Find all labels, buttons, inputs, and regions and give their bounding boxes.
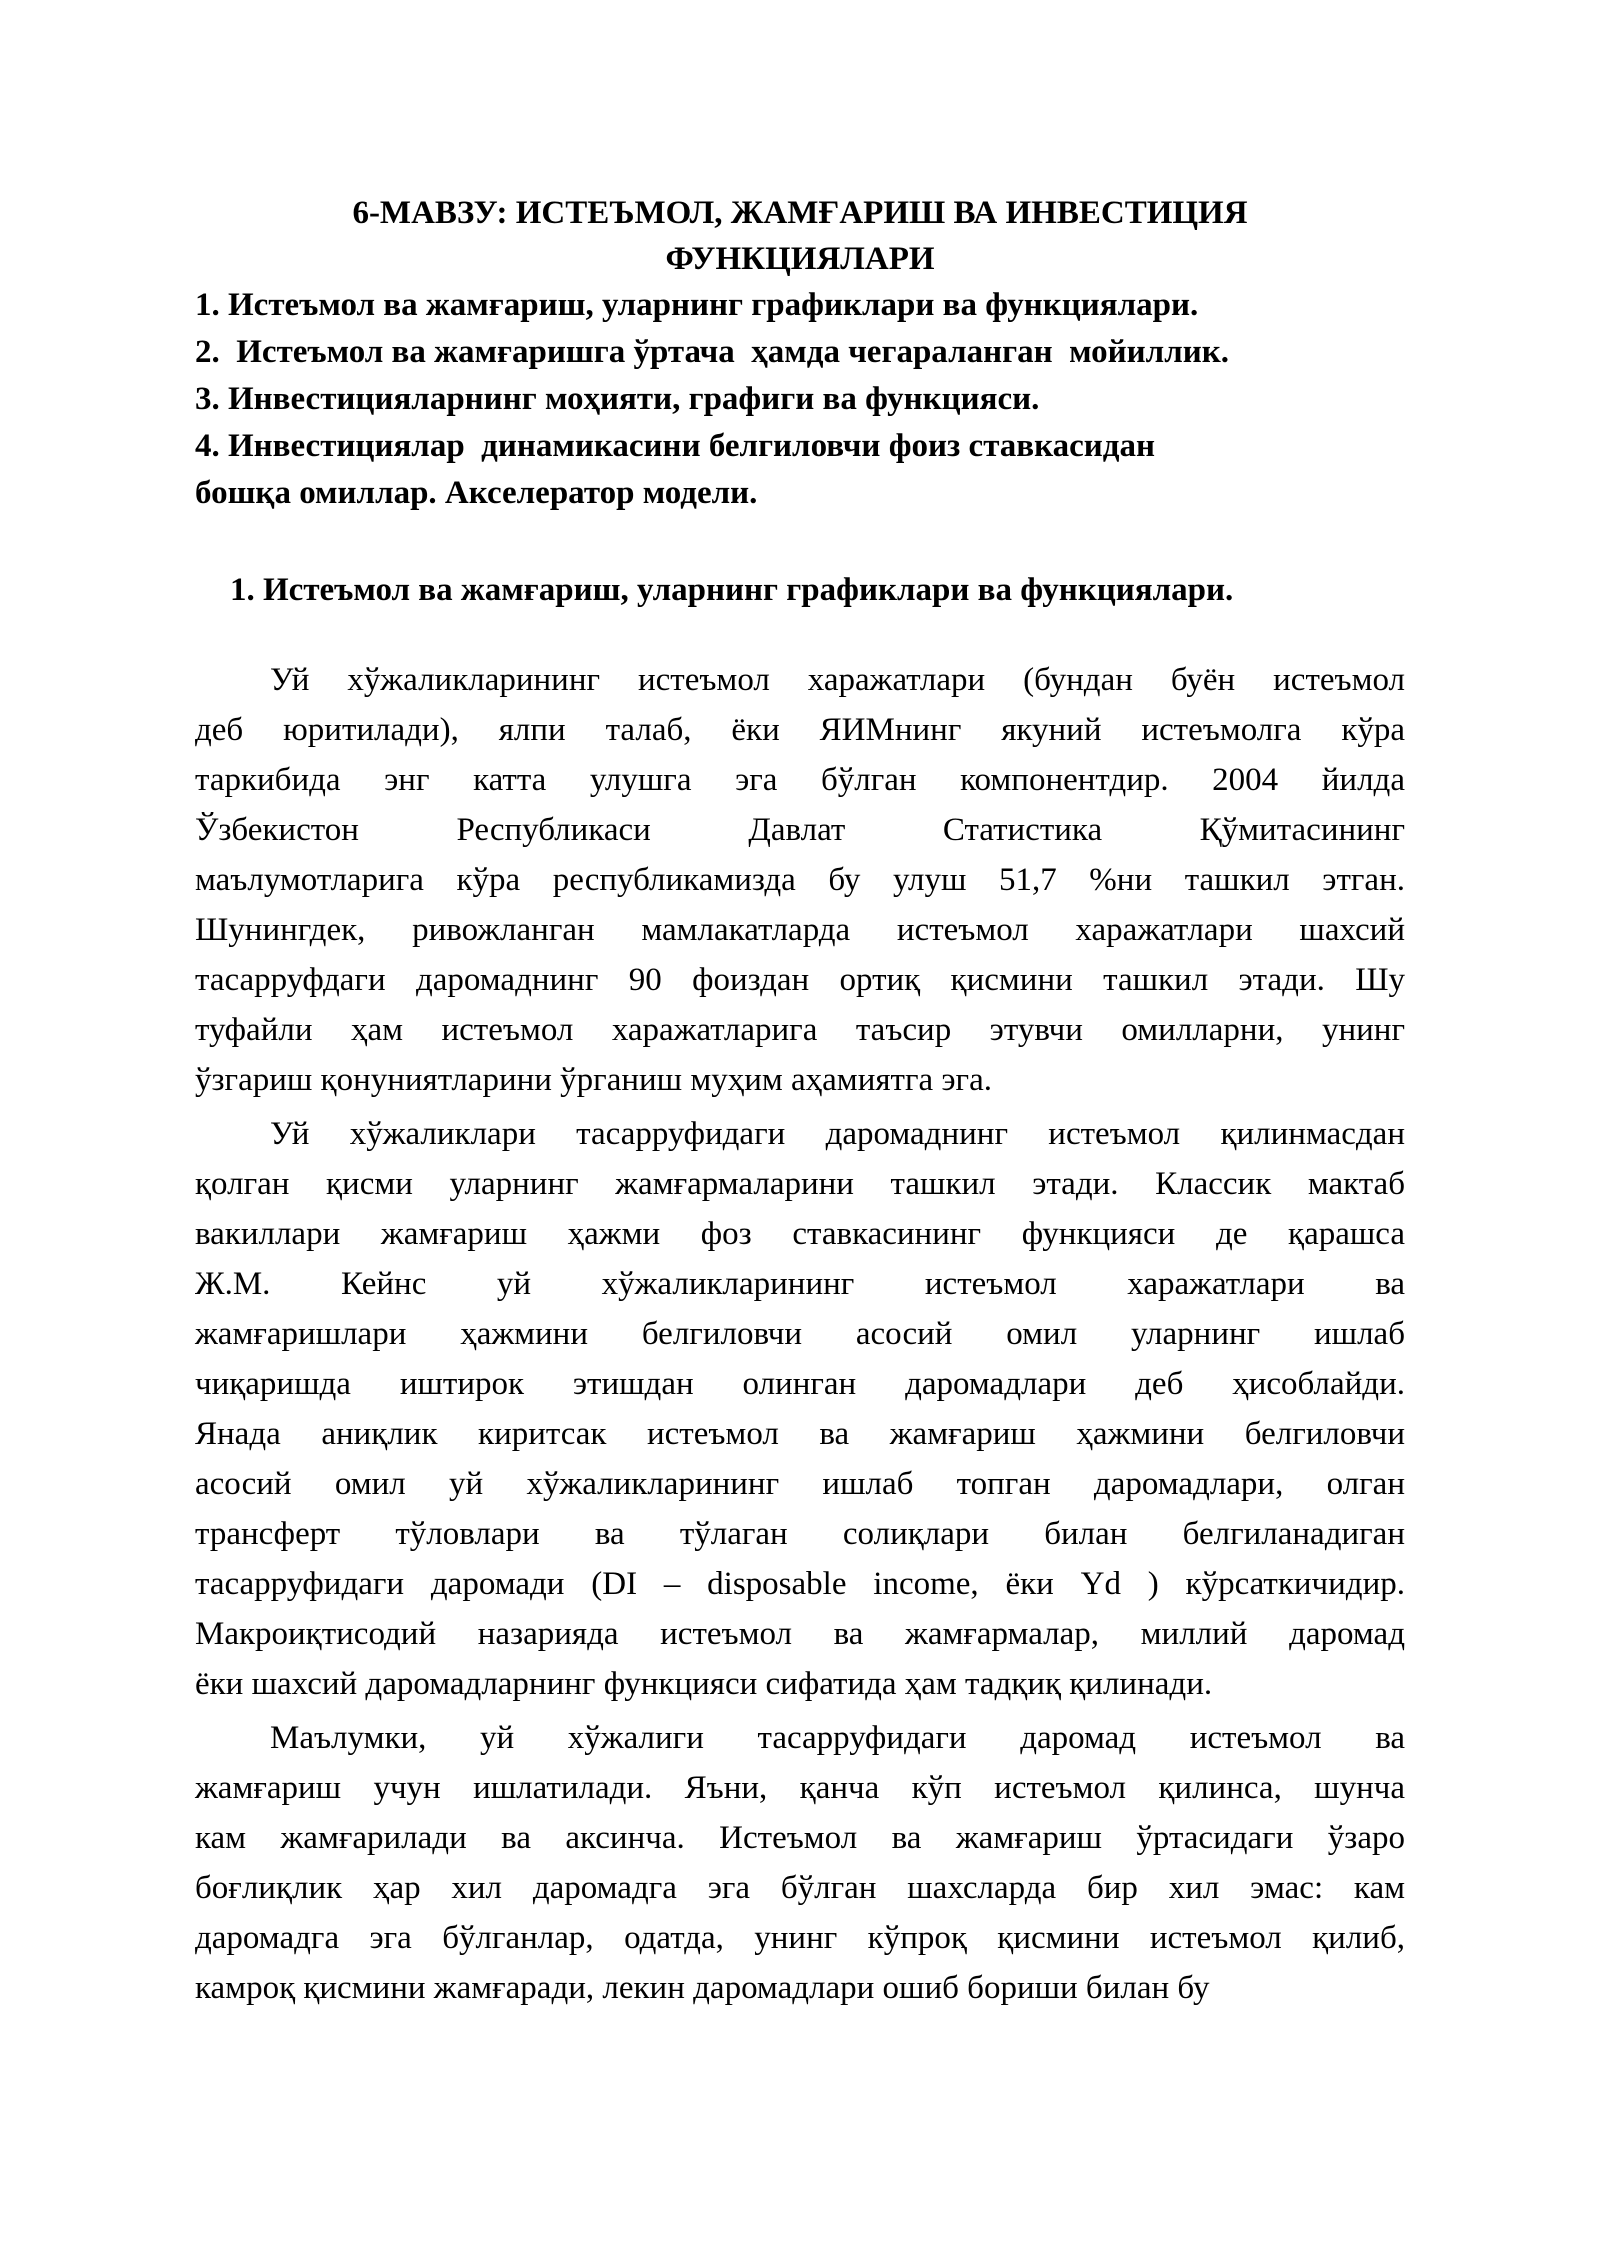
paragraph-line: боғлиқлик ҳар хил даромадга эга бўлган шахсларда бир хил эмас: кам (195, 1870, 1405, 1906)
topic-outline (195, 282, 1405, 517)
title-line-1: 6-МАВЗУ: ИСТЕЪМОЛ, ЖАМҒАРИШ ВА ИНВЕСТИЦИЯ (352, 195, 1248, 231)
paragraph-line: ўзгариш қонуниятларини ўрганиш муҳим аҳамиятга эга. (195, 1062, 992, 1098)
paragraph-line: жамғаришлари ҳажмини белгиловчи асосий омил уларнинг ишлаб (195, 1316, 1405, 1352)
paragraph-line: қолган қисми уларнинг жамғармаларини ташкил этади. Классик мактаб (195, 1166, 1405, 1202)
document-title (195, 190, 1405, 282)
paragraph-line: Ўзбекистон Республикаси Давлат Статистика Қўмитасининг (195, 812, 1405, 848)
paragraph-line: Уй хўжаликлари тасарруфидаги даромаднинг истеъмол қилинмасдан (270, 1116, 1405, 1152)
section-heading: 1. Истеъмол ва жамғариш, уларнинг графиклари ва функциялари. (230, 572, 1234, 608)
paragraph-line: асосий омил уй хўжаликларининг ишлаб топган даромадлари, олган (195, 1466, 1405, 1502)
outline-item: 3. Инвестицияларнинг моҳияти, графиги ва функцияси. (195, 381, 1040, 417)
paragraph-line: тасарруфидаги даромади (DI – disposable income, ёки Yd ) кўрсаткичидир. (195, 1566, 1405, 1602)
paragraph (195, 1713, 1405, 2013)
document-page (195, 190, 1405, 2013)
paragraph-line: Макроиқтисодий назарияда истеъмол ва жамғармалар, миллий даромад (195, 1616, 1405, 1652)
paragraph-line: деб юритилади), ялпи талаб, ёки ЯИМнинг якуний истеъмолга кўра (195, 712, 1405, 748)
paragraph-line: туфайли ҳам истеъмол харажатларига таъсир этувчи омилларни, унинг (195, 1012, 1405, 1048)
outline-item: бошқа омиллар. Акселератор модели. (195, 475, 758, 511)
paragraph-line: вакиллари жамғариш ҳажми фоз ставкасининг функцияси де қарашса (195, 1216, 1405, 1252)
outline-item: 2. Истеъмол ва жамғаришга ўртача ҳамда чегараланган мойиллик. (195, 334, 1229, 370)
paragraph-line: таркибида энг катта улушга эга бўлган компонентдир. 2004 йилда (195, 762, 1405, 798)
paragraph-line: кам жамғарилади ва аксинча. Истеъмол ва жамғариш ўртасидаги ўзаро (195, 1820, 1405, 1856)
paragraph-line: даромадга эга бўлганлар, одатда, унинг кўпроқ қисмини истеъмол қилиб, (195, 1920, 1405, 1956)
title-line-2: ФУНКЦИЯЛАРИ (665, 241, 935, 277)
paragraph-line: чиқаришда иштирок этишдан олинган даромадлари деб ҳисоблайди. (195, 1366, 1405, 1402)
paragraph-line: тасарруфдаги даромаднинг 90 фоиздан ортиқ қисмини ташкил этади. Шу (195, 962, 1405, 998)
paragraph-line: камроқ қисмини жамғаради, лекин даромадлари ошиб бориши билан бу (195, 1970, 1210, 2006)
paragraph-line: Шунингдек, ривожланган мамлакатларда истеъмол харажатлари шахсий (195, 912, 1405, 948)
paragraph-line: Маълумки, уй хўжалиги тасарруфидаги даромад истеъмол ва (270, 1720, 1405, 1756)
paragraph-line: Янада аниқлик киритсак истеъмол ва жамғариш ҳажмини белгиловчи (195, 1416, 1405, 1452)
paragraph-line: трансферт тўловлари ва тўлаган солиқлари билан белгиланадиган (195, 1516, 1405, 1552)
paragraph-line: жамғариш учун ишлатилади. Яъни, қанча кўп истеъмол қилинса, шунча (195, 1770, 1405, 1806)
paragraph-line: ёки шахсий даромадларнинг функцияси сифатида ҳам тадқиқ қилинади. (195, 1666, 1213, 1702)
paragraph-line: маълумотларига кўра республикамизда бу улуш 51,7 %ни ташкил этган. (195, 862, 1405, 898)
paragraph-line: Ж.М. Кейнс уй хўжаликларининг истеъмол харажатлари ва (195, 1266, 1405, 1302)
paragraph-line: Уй хўжаликларининг истеъмол харажатлари (бундан буён истеъмол (270, 662, 1405, 698)
paragraph (195, 1109, 1405, 1709)
outline-item: 4. Инвестициялар динамикасини белгиловчи фоиз ставкасидан (195, 428, 1156, 464)
paragraph (195, 655, 1405, 1105)
body-text (195, 655, 1405, 2013)
outline-item: 1. Истеъмол ва жамғариш, уларнинг графиклари ва функциялари. (195, 287, 1199, 323)
